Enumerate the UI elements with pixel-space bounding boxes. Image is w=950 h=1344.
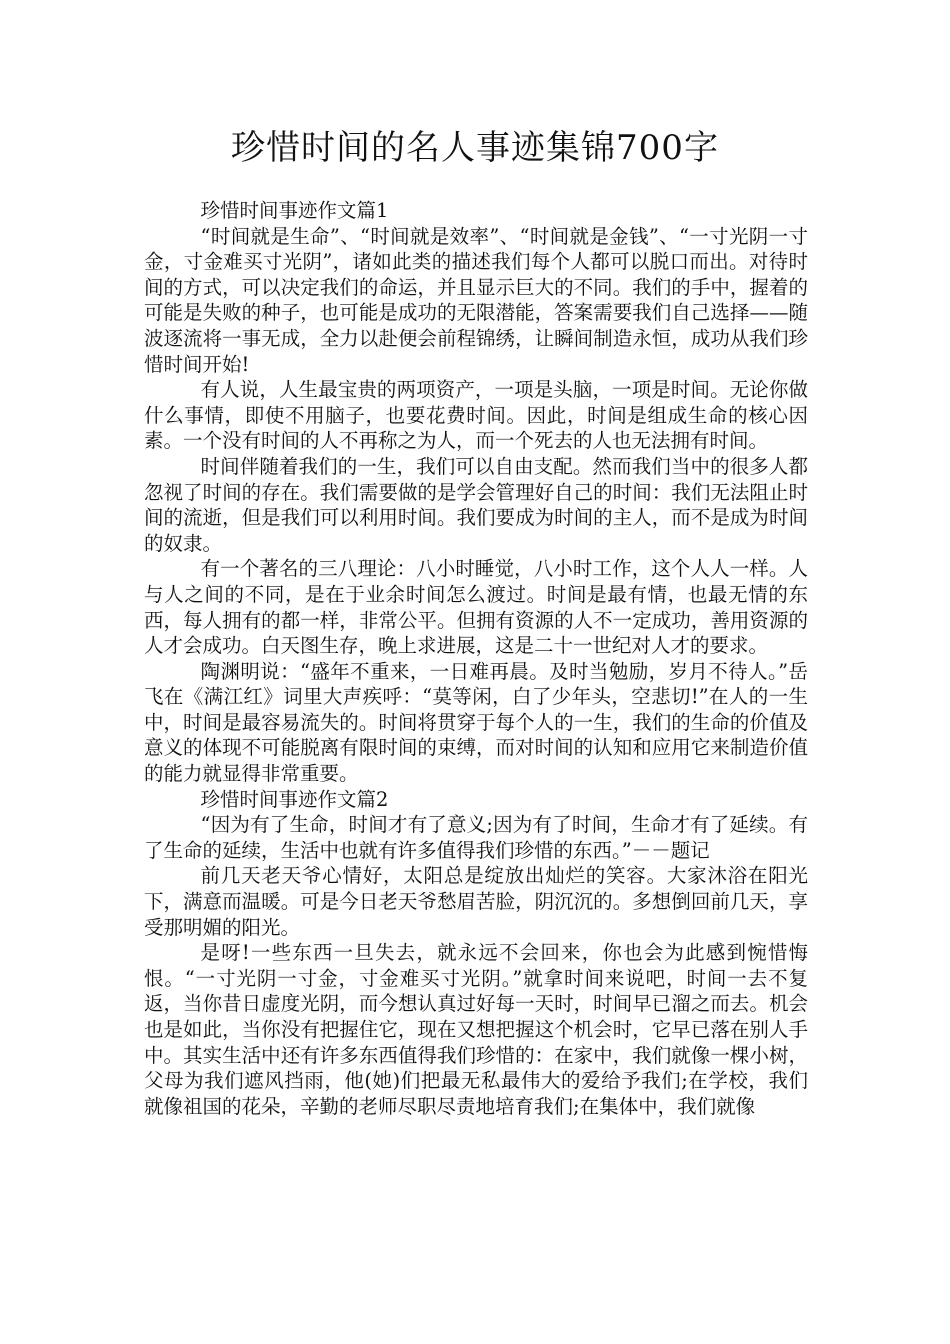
paragraph: 时间伴随着我们的一生，我们可以自由支配。然而我们当中的很多人都忽视了时间的存在。我们需要做的是学会管理好自己的时间：我们无法阻止时间的流逝，但是我们可以利用时间。我们要成为时间的主人，而不是成为时间的奴隶。 <box>144 454 808 555</box>
document-body <box>144 198 808 1119</box>
section-heading: 珍惜时间事迹作文篇2 <box>200 787 389 811</box>
paragraph: 前几天老天爷心情好，太阳总是绽放出灿烂的笑容。大家沐浴在阳光下，满意而温暖。可是今日老天爷愁眉苦脸，阴沉沉的。多想倒回前几天，享受那明媚的阳光。 <box>144 864 808 939</box>
paragraph: 是呀!一些东西一旦失去，就永远不会回来，你也会为此感到惋惜悔恨。“一寸光阴一寸金，寸金难买寸光阴。”就拿时间来说吧，时间一去不复返，当你昔日虚度光阴，而今想认真过好每一天时，时间早已溜之而去。机会也是如此，当你没有把握住它，现在又想把握这个机会时，它早已落在别人手中。其实生活中还有许多东西值得我们珍惜的：在家中，我们就像一棵小树，父母为我们遮风挡雨，他(她)们把最无私最伟大的爱给予我们;在学校，我们就像祖国的花朵，辛勤的老师尽职尽责地培育我们;在集体中，我们就像 <box>144 941 808 1118</box>
paragraph: 有人说，人生最宝贵的两项资产，一项是头脑，一项是时间。无论你做什么事情，即使不用脑子，也要花费时间。因此，时间是组成生命的核心因素。一个没有时间的人不再称之为人，而一个死去的人也无法拥有时间。 <box>144 378 808 453</box>
paragraph: 有一个著名的三八理论：八小时睡觉，八小时工作，这个人人一样。人与人之间的不同，是在于业余时间怎么渡过。时间是最有情，也最无情的东西，每人拥有的都一样，非常公平。但拥有资源的人不一定成功，善用资源的人才会成功。白天图生存，晚上求进展，这是二十一世纪对人才的要求。 <box>144 557 808 658</box>
paragraph: “因为有了生命，时间才有了意义;因为有了时间，生命才有了延续。有了生命的延续，生活中也就有许多值得我们珍惜的东西。”－－题记 <box>144 813 808 862</box>
document-title: 珍惜时间的名人事迹集锦700字 <box>231 128 719 168</box>
section-heading: 珍惜时间事迹作文篇1 <box>200 199 389 222</box>
paragraph: 陶渊明说：“盛年不重来，一日难再晨。及时当勉励，岁月不待人。”岳飞在《满江红》词里大声疾呼：“莫等闲，白了少年头，空悲切!”在人的一生中，时间是最容易流失的。时间将贯穿于每个人的一生，我们的生命的价值及意义的体现不可能脱离有限时间的束缚，而对时间的认知和应用它来制造价值的能力就显得非常重要。 <box>144 659 808 786</box>
paragraph: “时间就是生命”、“时间就是效率”、“时间就是金钱”、“一寸光阴一寸金，寸金难买寸光阴”，诸如此类的描述我们每个人都可以脱口而出。对待时间的方式，可以决定我们的命运，并且显示巨大的不同。我们的手中，握着的可能是失败的种子，也可能是成功的无限潜能，答案需要我们自己选择——随波逐流将一事无成，全力以赴便会前程锦绣，让瞬间制造永恒，成功从我们珍惜时间开始! <box>144 224 808 376</box>
